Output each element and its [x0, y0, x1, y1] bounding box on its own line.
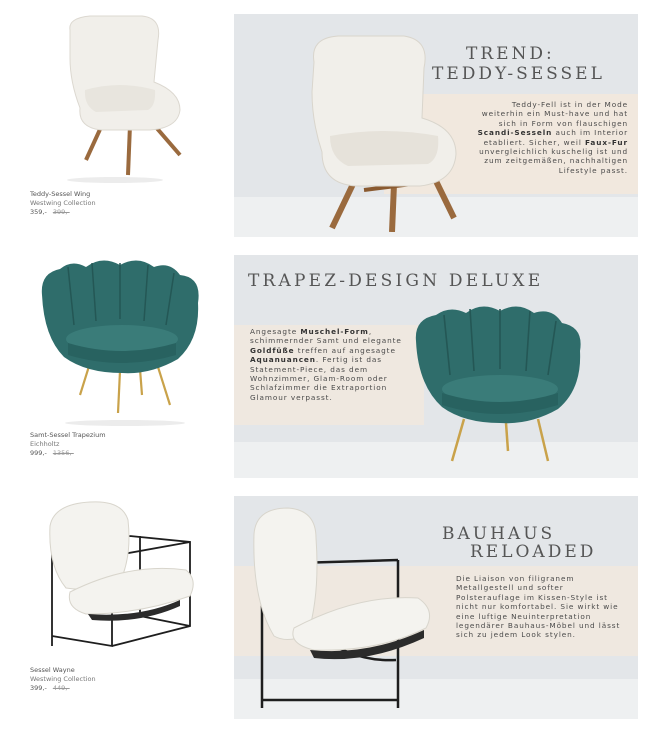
- product-name[interactable]: Sessel Wayne: [30, 666, 75, 674]
- current-price: 399,-: [30, 684, 47, 692]
- banner-teddy[interactable]: [234, 14, 638, 237]
- product-price: [30, 208, 220, 217]
- product-card-bauhaus[interactable]: [30, 496, 220, 693]
- row-trapez: [0, 245, 658, 490]
- current-price: 359,-: [30, 208, 47, 216]
- banner-title-line2: RELOADED: [470, 542, 597, 562]
- shell-chair-image-large: [406, 301, 596, 471]
- old-price: 399,-: [52, 208, 70, 216]
- shell-chair-image[interactable]: [30, 255, 210, 431]
- banner-title-line1: TREND:: [466, 44, 555, 64]
- banner-text: Teddy-Fell ist in der Mode weiterhin ein Must-have und hat sich in Form von flauschigen Scandi-Sesseln auch im Interior etabliert. Sicher, weil Faux-Fur unvergleichlich kuschelig ist und zum zeitgemäßen, nachhaltigen Lifestyle passt.: [477, 100, 628, 175]
- product-brand: Eichholtz: [30, 440, 60, 448]
- product-price: [30, 449, 220, 458]
- banner-title-line2: TEDDY-SESSEL: [432, 64, 605, 84]
- product-card-teddy[interactable]: [30, 10, 220, 217]
- product-name[interactable]: Samt-Sessel Trapezium: [30, 431, 106, 439]
- banner-trapez[interactable]: [234, 255, 638, 478]
- teddy-chair-image-large: [294, 32, 494, 232]
- teddy-chair-image[interactable]: [30, 10, 200, 190]
- banner-text: Angesagte Muschel-Form, schimmernder Samt und elegante Goldfüße treffen auf angesagte Aquanuancen. Fertig ist das Statement-Piece, das dem Wohnzimmer, Glam-Room oder Schlafzimmer die Extraportion Glamour verpasst.: [250, 327, 402, 402]
- banner-text: Die Liaison von filigranem Metallgestell und softer Polsterauflage im Kissen-Style ist nicht nur komfortabel. Sie wirkt wie eine luftige Neuinterpretation legendärer Bauhaus-Möbel und lässt sich zu jedem Look stylen.: [456, 574, 621, 640]
- product-name[interactable]: Teddy-Sessel Wing: [30, 190, 91, 198]
- product-card-trapez[interactable]: [30, 255, 220, 458]
- banner-title: TRAPEZ-DESIGN DELUXE: [248, 271, 544, 291]
- old-price: 449,-: [52, 684, 70, 692]
- old-price: 1356,-: [52, 449, 74, 457]
- bauhaus-chair-image-large: [248, 504, 438, 714]
- product-price: [30, 684, 220, 693]
- product-brand: Westwing Collection: [30, 675, 96, 683]
- current-price: 999,-: [30, 449, 47, 457]
- row-bauhaus: [0, 490, 658, 732]
- row-teddy: [0, 0, 658, 245]
- bauhaus-chair-image[interactable]: [30, 496, 210, 666]
- product-brand: Westwing Collection: [30, 199, 96, 207]
- banner-bauhaus[interactable]: [234, 496, 638, 719]
- banner-title-line1: BAUHAUS: [442, 524, 556, 544]
